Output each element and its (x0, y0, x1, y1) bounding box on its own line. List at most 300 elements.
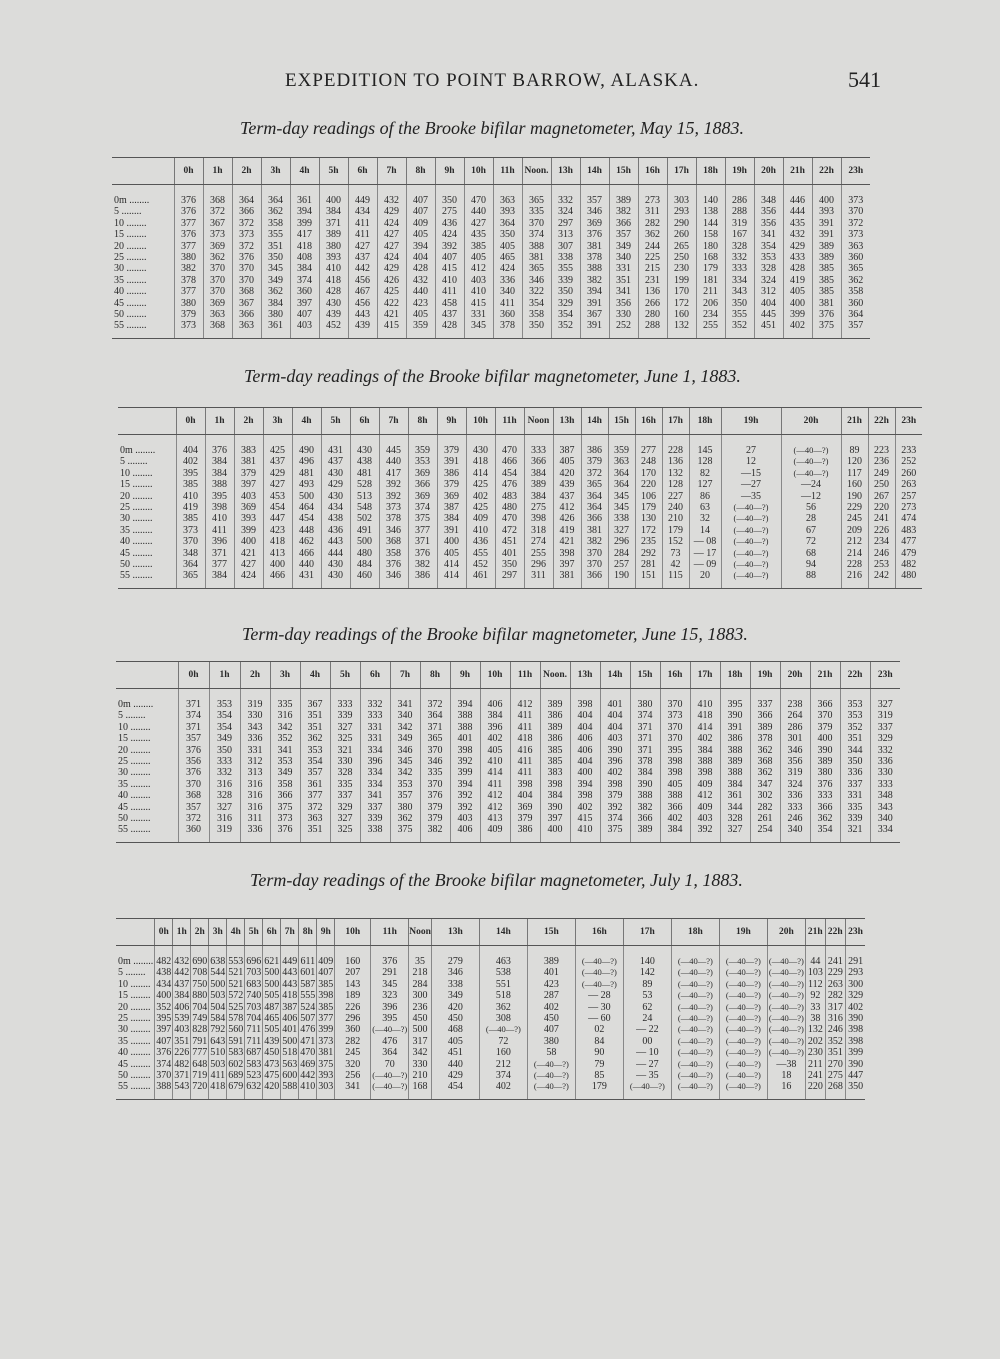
reading-cell: 346 (780, 745, 810, 756)
row-label: 30 ........ (118, 1024, 151, 1036)
reading-cell: 387 (437, 502, 466, 513)
reading-cell: 331 (609, 263, 638, 274)
reading-cell: 255 (696, 320, 725, 338)
reading-cell: — 28 (575, 990, 623, 1001)
reading-cell: 371 (630, 745, 660, 756)
reading-cell: 480 (895, 570, 922, 588)
reading-cell: 170 (635, 468, 662, 479)
reading-cell: 461 (466, 570, 495, 588)
reading-cell: 263 (825, 979, 845, 990)
row-label: 40 ........ (120, 536, 153, 548)
reading-cell: (—40—?) (721, 570, 781, 588)
reading-cell: 266 (638, 298, 667, 309)
reading-cell: 316 (209, 813, 240, 824)
reading-cell: 138 (696, 206, 725, 217)
reading-cell: 435 (464, 229, 493, 240)
row-label: 30 ........ (118, 767, 151, 779)
page-header (0, 67, 1000, 100)
reading-cell: 209 (841, 525, 868, 536)
table-row (118, 479, 922, 490)
reading-cell: 376 (156, 1047, 172, 1059)
table-row (116, 1070, 865, 1081)
column-header: Noon. (522, 158, 551, 185)
reading-cell: 443 (282, 978, 298, 990)
reading-cell: 53 (623, 990, 671, 1001)
reading-cell: 399 (318, 1024, 334, 1036)
reading-cell: 132 (667, 320, 696, 338)
reading-cell: 337 (870, 722, 900, 733)
table-row (118, 536, 922, 547)
reading-cell: 319 (209, 824, 240, 842)
reading-cell: 396 (600, 756, 630, 767)
reading-cell: 389 (812, 241, 841, 252)
reading-cell: 370 (581, 548, 608, 559)
reading-cell: 389 (540, 722, 570, 733)
column-header: Noon (409, 919, 432, 946)
reading-cell: 329 (330, 802, 360, 813)
reading-cell: 351 (174, 1035, 190, 1047)
reading-cell: 466 (495, 456, 524, 467)
reading-cell: 376 (408, 548, 437, 559)
row-label: 20 ........ (114, 240, 147, 252)
reading-cell: 417 (290, 229, 319, 240)
reading-cell: 456 (348, 275, 377, 286)
reading-cell: 382 (408, 559, 437, 570)
reading-cell: 366 (660, 802, 690, 813)
reading-cell: 352 (840, 722, 870, 733)
reading-cell: (—40—?) (575, 946, 623, 968)
reading-cell: 450 (264, 1047, 280, 1059)
column-header: Noon. (540, 662, 570, 689)
reading-cell: — 27 (623, 1059, 671, 1070)
reading-cell: 392 (690, 824, 720, 842)
reading-cell: 300 (409, 990, 432, 1001)
reading-cell: 346 (522, 275, 551, 286)
reading-cell: 365 (581, 479, 608, 490)
reading-cell: 73 (662, 548, 689, 559)
reading-cell: 255 (524, 548, 553, 559)
reading-cell: 335 (330, 779, 360, 790)
reading-cell: (—40—?) (671, 979, 719, 990)
reading-cell: 431 (321, 435, 350, 457)
reading-cell: 431 (292, 570, 321, 588)
reading-cell: 128 (689, 456, 721, 467)
reading-cell: 563 (282, 1058, 298, 1070)
reading-cell: 343 (240, 722, 270, 733)
reading-cell: 296 (524, 559, 553, 570)
reading-cell: 363 (300, 813, 330, 824)
reading-cell: 430 (321, 559, 350, 570)
reading-cell: 333 (209, 756, 240, 767)
reading-cell: 376 (205, 435, 234, 457)
reading-cell: 342 (390, 722, 420, 733)
reading-cell: 500 (210, 978, 226, 990)
reading-cell: 411 (510, 722, 540, 733)
reading-cell: 420 (431, 1002, 479, 1013)
reading-cell: 358 (841, 286, 870, 297)
reading-cell: 270 (825, 1059, 845, 1070)
reading-cell: 84 (575, 1036, 623, 1047)
reading-cell: 324 (780, 779, 810, 790)
reading-cell: 426 (377, 275, 406, 286)
reading-cell: 445 (754, 309, 783, 320)
reading-cell: 339 (330, 710, 360, 721)
reading-cell: 402 (690, 733, 720, 744)
reading-cell: (—40—?) (371, 1081, 409, 1099)
reading-cell: 444 (321, 548, 350, 559)
reading-cell: 362 (261, 206, 290, 217)
column-header: 13h (570, 662, 600, 689)
reading-cell: 373 (660, 710, 690, 721)
reading-cell: 346 (431, 967, 479, 978)
reading-cell: 405 (493, 241, 522, 252)
reading-cell: 240 (662, 502, 689, 513)
reading-cell: 704 (192, 1001, 208, 1013)
reading-cell: 340 (493, 286, 522, 297)
reading-cell: 406 (480, 689, 510, 711)
reading-cell: 311 (240, 813, 270, 824)
reading-cell: 379 (581, 456, 608, 467)
reading-cell: 328 (720, 813, 750, 824)
reading-cell: 392 (450, 756, 480, 767)
reading-cell: 360 (178, 824, 209, 842)
reading-cell: 480 (350, 548, 379, 559)
reading-cell: 430 (321, 570, 350, 588)
reading-cell: 370 (178, 779, 209, 790)
row-label: 10 ........ (118, 721, 151, 733)
reading-cell: 440 (406, 286, 435, 297)
reading-cell: 381 (318, 1047, 334, 1059)
reading-cell: 411 (510, 767, 540, 778)
reading-cell: 474 (895, 513, 922, 524)
reading-cell: 452 (319, 320, 348, 338)
reading-cell: (—40—?) (479, 1024, 527, 1035)
reading-cell: 245 (335, 1047, 371, 1058)
reading-cell: 388 (450, 710, 480, 721)
reading-cell: 387 (553, 435, 581, 457)
reading-cell: 378 (493, 320, 522, 338)
row-label: 0m ........ (114, 195, 150, 206)
reading-cell: 410 (570, 824, 600, 842)
column-header: 22h (812, 158, 841, 185)
reading-cell: (—40—?) (719, 967, 767, 978)
reading-cell: 356 (178, 756, 209, 767)
reading-cell: 437 (553, 491, 581, 502)
reading-cell: 348 (754, 185, 783, 207)
reading-cell: 337 (840, 779, 870, 790)
reading-cell: 354 (209, 710, 240, 721)
reading-cell: 428 (319, 286, 348, 297)
reading-cell: 583 (228, 1047, 244, 1059)
reading-cell: 343 (725, 286, 754, 297)
reading-cell: 282 (638, 218, 667, 229)
reading-cell: 384 (205, 570, 234, 588)
row-label: 25 ........ (114, 252, 147, 264)
reading-cell: 400 (570, 767, 600, 778)
reading-cell: 257 (895, 491, 922, 502)
reading-cell: 407 (406, 206, 435, 217)
reading-cell: 384 (540, 790, 570, 801)
reading-cell: 377 (408, 525, 437, 536)
table-row (116, 813, 900, 824)
reading-cell: 168 (409, 1081, 432, 1099)
column-header: 21h (810, 662, 840, 689)
corner-cell (116, 919, 155, 946)
reading-cell: 383 (234, 435, 263, 457)
reading-cell: 282 (750, 802, 780, 813)
reading-cell: 791 (192, 1035, 208, 1047)
reading-cell: 335 (270, 689, 300, 711)
reading-cell: 366 (408, 479, 437, 490)
reading-cell: 277 (635, 435, 662, 457)
reading-cell: (—40—?) (719, 1081, 767, 1099)
reading-cell: (—40—?) (721, 536, 781, 547)
reading-cell: 364 (581, 502, 608, 513)
reading-cell: 403 (290, 320, 319, 338)
column-header: 10h (466, 408, 495, 435)
column-header: 7h (377, 158, 406, 185)
reading-cell: 505 (264, 1024, 280, 1036)
reading-cell: 254 (750, 824, 780, 842)
column-header: 18h (696, 158, 725, 185)
reading-cell: 446 (783, 185, 812, 207)
reading-cell: 400 (437, 536, 466, 547)
reading-cell: 404 (600, 722, 630, 733)
reading-cell: 414 (437, 570, 466, 588)
reading-cell: (—40—?) (719, 1047, 767, 1058)
reading-cell: 350 (495, 559, 524, 570)
reading-cell: (—40—?) (768, 1047, 804, 1058)
reading-cell: 720 (191, 1081, 209, 1099)
reading-cell: 412 (464, 263, 493, 274)
reading-cell: 429 (783, 241, 812, 252)
reading-cell: (—40—?) (671, 1047, 719, 1058)
column-header: 0h (174, 158, 203, 185)
reading-cell: 364 (261, 185, 290, 207)
reading-cell: 374 (290, 275, 319, 286)
table-title: Term-day readings of the Brooke bifilar magnetometer, June 15, 1883. (242, 624, 748, 644)
reading-cell: 454 (431, 1081, 479, 1099)
reading-cell: 327 (330, 722, 360, 733)
reading-cell: 400 (783, 298, 812, 309)
reading-cell: 429 (263, 468, 292, 479)
table-row (116, 946, 865, 968)
reading-cell: 696 (245, 946, 263, 968)
reading-cell: 136 (662, 456, 689, 467)
column-header: 23h (870, 662, 900, 689)
reading-cell: 398 (205, 502, 234, 513)
reading-cell: 273 (895, 502, 922, 513)
reading-cell: 390 (720, 710, 750, 721)
reading-cell: 336 (780, 790, 810, 801)
reading-cell: 444 (783, 206, 812, 217)
reading-cell: 433 (783, 252, 812, 263)
column-header: 16h (638, 158, 667, 185)
reading-cell: 377 (174, 286, 203, 297)
reading-cell: 430 (321, 491, 350, 502)
reading-cell: 427 (234, 559, 263, 570)
reading-cell: 388 (690, 756, 720, 767)
reading-cell: 58 (527, 1047, 575, 1058)
reading-cell: 466 (292, 548, 321, 559)
reading-cell: 384 (205, 468, 234, 479)
header-row (118, 408, 922, 435)
reading-cell: 328 (209, 790, 240, 801)
reading-cell: 327 (209, 802, 240, 813)
reading-cell: (—40—?) (372, 1070, 408, 1081)
reading-cell: 345 (371, 979, 409, 990)
column-header: 0h (178, 662, 209, 689)
reading-cell: 336 (240, 733, 270, 744)
reading-cell: 371 (630, 722, 660, 733)
reading-cell: 523 (246, 1070, 262, 1082)
data-table (116, 918, 865, 1100)
reading-cell: 404 (600, 710, 630, 721)
table-row (118, 502, 922, 513)
reading-cell: 28 (781, 513, 841, 524)
reading-cell: 399 (234, 525, 263, 536)
reading-cell: 484 (350, 559, 379, 570)
reading-cell: 385 (540, 756, 570, 767)
reading-cell: 362 (261, 286, 290, 297)
reading-cell: 411 (348, 218, 377, 229)
reading-cell: 35 (409, 946, 432, 968)
reading-cell: 241 (868, 513, 895, 524)
reading-cell: 749 (192, 1013, 208, 1025)
reading-cell: 145 (689, 435, 721, 457)
reading-cell: 398 (570, 790, 600, 801)
reading-cell: 449 (348, 185, 377, 207)
reading-cell: 373 (270, 813, 300, 824)
reading-cell: (—40—?) (671, 1013, 719, 1024)
reading-cell: 370 (660, 733, 690, 744)
reading-cell: 402 (527, 1002, 575, 1013)
reading-cell: 331 (360, 722, 390, 733)
reading-cell: 398 (690, 767, 720, 778)
row-label: 30 ........ (120, 513, 153, 525)
reading-cell: 439 (553, 479, 581, 490)
reading-cell: 345 (464, 320, 493, 338)
reading-cell: 230 (667, 263, 696, 274)
page-number: 541 (848, 67, 881, 92)
reading-cell: 390 (540, 802, 570, 813)
row-label: 10 ........ (118, 978, 151, 990)
table-row (116, 1024, 865, 1035)
reading-cell: 365 (841, 263, 870, 274)
reading-cell: 380 (174, 252, 203, 263)
reading-cell: 316 (240, 790, 270, 801)
reading-cell: — 08 (689, 536, 721, 547)
reading-cell: 411 (435, 286, 464, 297)
column-header: 19h (725, 158, 754, 185)
reading-cell: 338 (551, 252, 580, 263)
reading-cell: 370 (660, 722, 690, 733)
reading-cell: 392 (600, 802, 630, 813)
reading-cell: 357 (841, 320, 870, 338)
reading-cell: 290 (667, 218, 696, 229)
reading-cell: 414 (437, 559, 466, 570)
reading-cell: 396 (205, 536, 234, 547)
reading-cell: 168 (696, 252, 725, 263)
reading-cell: 388 (580, 263, 609, 274)
reading-cell: 410 (176, 491, 205, 502)
row-label: 5 ........ (118, 710, 146, 722)
reading-cell: 429 (431, 1070, 479, 1081)
reading-cell: (—40—?) (768, 1024, 804, 1035)
reading-cell: 419 (783, 275, 812, 286)
reading-cell: — 10 (623, 1047, 671, 1058)
column-header: 1h (203, 158, 232, 185)
reading-cell: 152 (662, 536, 689, 547)
reading-cell: 292 (635, 548, 662, 559)
column-header: 21h (805, 919, 825, 946)
reading-cell: 349 (390, 733, 420, 744)
reading-cell: 140 (696, 185, 725, 207)
reading-cell: 160 (335, 946, 371, 968)
reading-cell: 341 (390, 689, 420, 711)
reading-cell: 430 (321, 468, 350, 479)
reading-cell: 439 (319, 309, 348, 320)
reading-cell: 106 (635, 491, 662, 502)
column-header: 17h (667, 158, 696, 185)
column-header: 2h (234, 408, 263, 435)
reading-cell: 690 (191, 946, 209, 968)
reading-cell: 211 (696, 286, 725, 297)
reading-cell: 703 (246, 1001, 262, 1013)
column-header: 11h (510, 662, 540, 689)
reading-cell: 719 (192, 1070, 208, 1082)
reading-cell: 750 (192, 978, 208, 990)
column-header: 19h (719, 919, 767, 946)
reading-cell: 412 (553, 502, 581, 513)
column-header: 2h (232, 158, 261, 185)
column-header: 20h (754, 158, 783, 185)
reading-cell: 679 (227, 1081, 245, 1099)
reading-cell: 428 (435, 320, 464, 338)
reading-cell: 366 (524, 456, 553, 467)
reading-cell: 328 (330, 767, 360, 778)
table-row (118, 456, 922, 467)
reading-cell: 487 (264, 1001, 280, 1013)
reading-cell: 250 (868, 479, 895, 490)
reading-cell: 364 (371, 1047, 409, 1058)
reading-cell: 398 (553, 548, 581, 559)
reading-cell: 366 (750, 710, 780, 721)
reading-cell: 538 (479, 967, 527, 978)
reading-cell: 288 (638, 320, 667, 338)
reading-cell: 202 (805, 1036, 825, 1047)
reading-cell: 351 (300, 722, 330, 733)
reading-cell: 402 (845, 1002, 865, 1013)
reading-cell: 380 (390, 802, 420, 813)
table-row (116, 1059, 865, 1070)
reading-cell: 339 (840, 813, 870, 824)
reading-cell: 343 (870, 802, 900, 813)
header-row (112, 158, 870, 185)
reading-cell: 331 (360, 733, 390, 744)
reading-cell: 382 (420, 824, 450, 842)
reading-cell: 308 (479, 1013, 527, 1024)
reading-cell: 358 (522, 309, 551, 320)
reading-cell: 357 (580, 185, 609, 207)
reading-cell: 432 (406, 275, 435, 286)
reading-cell: —27 (721, 479, 781, 490)
reading-cell: 378 (750, 733, 780, 744)
table-row (116, 802, 900, 813)
reading-cell: 464 (292, 502, 321, 513)
table-row (116, 779, 900, 790)
column-header: 8h (406, 158, 435, 185)
